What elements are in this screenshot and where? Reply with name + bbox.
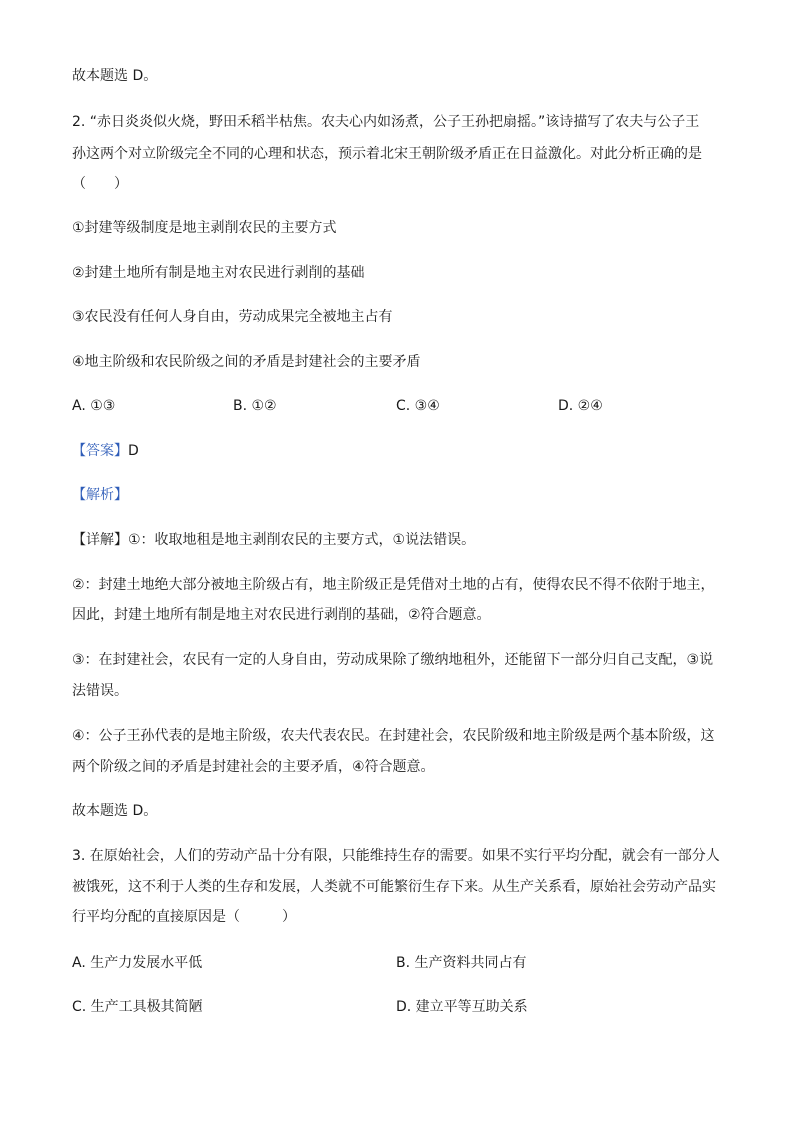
q2-statement: ①封建等级制度是地主剥削农民的主要方式 [72,220,337,236]
q2-detail-line: ②：封建土地绝大部分被地主阶级占有，地主阶级正是凭借对土地的占有，使得农民不得不依附于地主， [72,577,715,593]
q2-answer [72,441,139,461]
q2-statement: ③农民没有任何人身自由，劳动成果完全被地主占有 [72,309,393,325]
q2-conclusion: 故本题选 D。 [72,803,158,819]
q2-option-c: C. ③④ [396,398,440,414]
q2-detail-line: 两个阶级之间的矛盾是封建社会的主要矛盾，④符合题意。 [72,759,435,775]
q2-stem-line: 孙这两个对立阶级完全不同的心理和状态，预示着北宋王朝阶级矛盾正在日益激化。对此分析正确的是 [72,146,702,162]
q3-stem-line: 行平均分配的直接原因是（ ） [72,909,296,925]
q2-option-b: B. ①② [233,398,277,414]
q2-detail-line: 因此，封建土地所有制是地主对农民进行剥削的基础，②符合题意。 [72,607,491,623]
q3-option-b: B. 生产资料共同占有 [396,955,527,971]
analysis-tag: 【解析】 [72,487,128,503]
q2-option-d: D. ②④ [558,398,603,414]
q2-analysis-heading [72,485,128,505]
q3-stem-line: 3. 在原始社会，人们的劳动产品十分有限，只能维持生存的需要。如果不实行平均分配，就会有一部分人 [72,848,720,864]
q2-stem-line: 2. “赤日炎炎似火烧，野田禾稻半枯焦。农夫心内如汤煮，公子王孙把扇摇。”该诗描写了农夫与公子王 [72,114,700,130]
q1-conclusion: 故本题选 D。 [72,68,158,84]
q2-detail-line [72,530,475,550]
answer-value: D [128,443,139,459]
q2-detail-line: ③：在封建社会，农民有一定的人身自由，劳动成果除了缴纳地租外，还能留下一部分归自己支配，③说 [72,652,714,668]
q3-option-a: A. 生产力发展水平低 [72,955,203,971]
q2-detail-line: 法错误。 [72,683,128,699]
answer-tag: 【答案】 [72,443,128,459]
detail-tag: 【详解】 [72,532,128,548]
q2-statement: ④地主阶级和农民阶级之间的矛盾是封建社会的主要矛盾 [72,354,421,370]
q2-stem-line: （ ） [72,176,128,192]
q2-option-a: A. ①③ [72,398,116,414]
q3-option-d: D. 建立平等互助关系 [396,999,528,1015]
q3-stem-line: 被饿死，这不利于人类的生存和发展，人类就不可能繁衍生存下来。从生产关系看，原始社会劳动产品实 [72,879,716,895]
detail-text: ①：收取地租是地主剥削农民的主要方式，①说法错误。 [128,532,476,548]
q3-option-c: C. 生产工具极其简陋 [72,999,203,1015]
q2-statement: ②封建土地所有制是地主对农民进行剥削的基础 [72,265,365,281]
q2-detail-line: ④：公子王孙代表的是地主阶级，农夫代表农民。在封建社会，农民阶级和地主阶级是两个基本阶级，这 [72,728,715,744]
